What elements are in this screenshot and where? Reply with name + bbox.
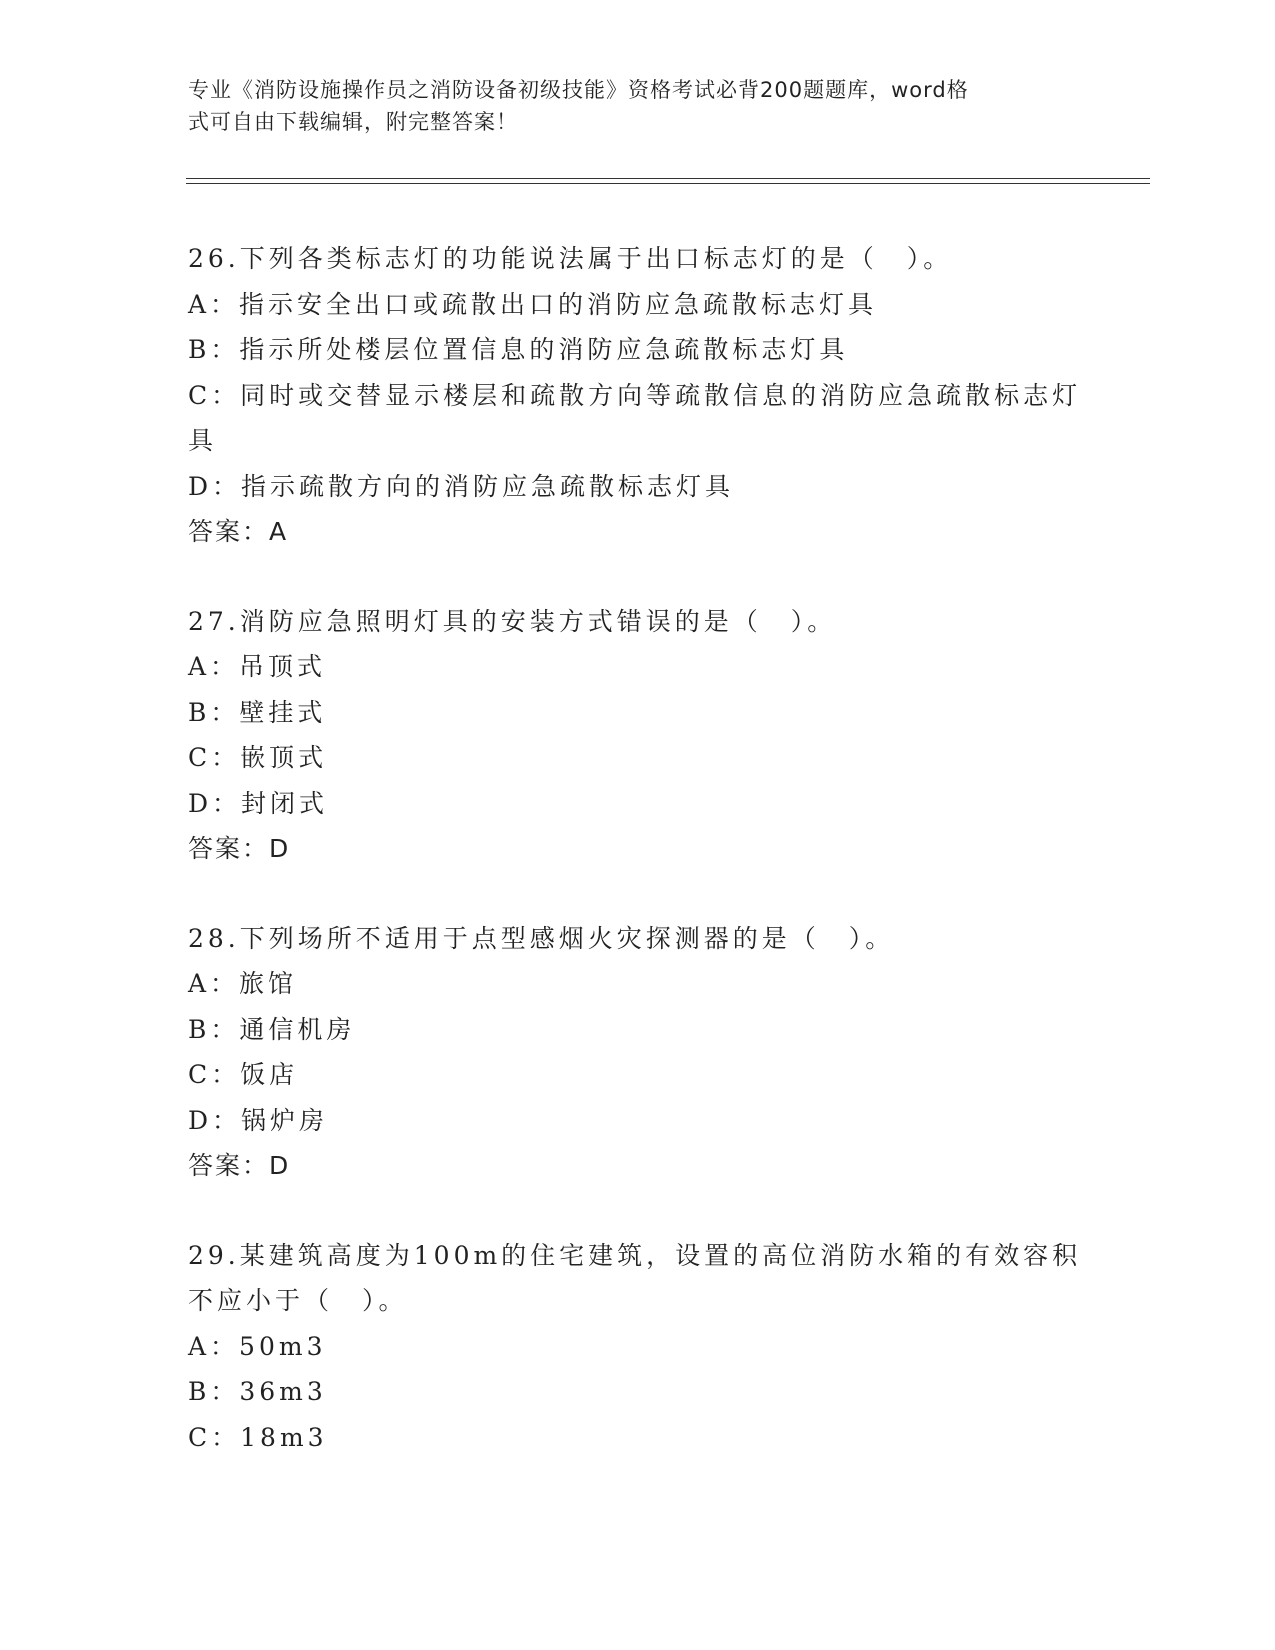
option-line: D：指示疏散方向的消防应急疏散标志灯具 [188, 471, 735, 501]
option-line: B：通信机房 [188, 1014, 356, 1044]
question-stem: 29.某建筑高度为100m的住宅建筑，设置的高位消防水箱的有效容积 [188, 1240, 1082, 1270]
answer-label: 答案： [188, 834, 270, 863]
answer-line [188, 826, 1088, 872]
option-line: C：18m3 [188, 1422, 328, 1452]
answer-label: 答案： [188, 1151, 270, 1180]
question-stem: 27.消防应急照明灯具的安装方式错误的是（ ）。 [188, 606, 837, 636]
header-line-2: 式可自由下载编辑，附完整答案！ [188, 110, 518, 134]
answer-value: D [269, 1151, 289, 1180]
option-line: B：36m3 [188, 1377, 327, 1406]
option-line: A：50m3 [188, 1331, 327, 1361]
option-line: C：嵌顶式 [188, 743, 328, 772]
question-stem: 26.下列各类标志灯的功能说法属于出口标志灯的是（ ）。 [188, 244, 953, 273]
question-block [188, 1233, 1088, 1461]
option-line: A：旅馆 [188, 969, 298, 998]
answer-value: D [269, 834, 289, 863]
question-stem: 28.下列场所不适用于点型感烟火灾探测器的是（ ）。 [188, 923, 895, 953]
document-header [188, 74, 1088, 138]
header-divider-bottom [186, 183, 1150, 184]
question-stem: 不应小于（ ）。 [188, 1286, 408, 1315]
answer-line [188, 509, 1088, 555]
question-block [188, 236, 1088, 555]
option-line: A：吊顶式 [188, 652, 327, 681]
option-line: B：壁挂式 [188, 697, 327, 727]
question-block [188, 916, 1088, 1189]
question-list [188, 236, 1088, 1504]
option-line: D：锅炉房 [188, 1105, 329, 1135]
option-line: A：指示安全出口或疏散出口的消防应急疏散标志灯具 [188, 289, 878, 319]
option-line: 具 [188, 426, 218, 455]
option-line: B：指示所处楼层位置信息的消防应急疏散标志灯具 [188, 335, 849, 364]
option-line: C：同时或交替显示楼层和疏散方向等疏散信息的消防应急疏散标志灯 [188, 380, 1082, 410]
option-line: C：饭店 [188, 1060, 299, 1089]
header-divider-top [186, 178, 1150, 179]
answer-label: 答案： [188, 517, 270, 546]
answer-value: A [269, 517, 287, 546]
header-line-1: 专业《消防设施操作员之消防设备初级技能》资格考试必背200题题库，word格 [188, 78, 969, 102]
option-line: D：封闭式 [188, 788, 329, 818]
question-block [188, 599, 1088, 872]
answer-line [188, 1143, 1088, 1189]
